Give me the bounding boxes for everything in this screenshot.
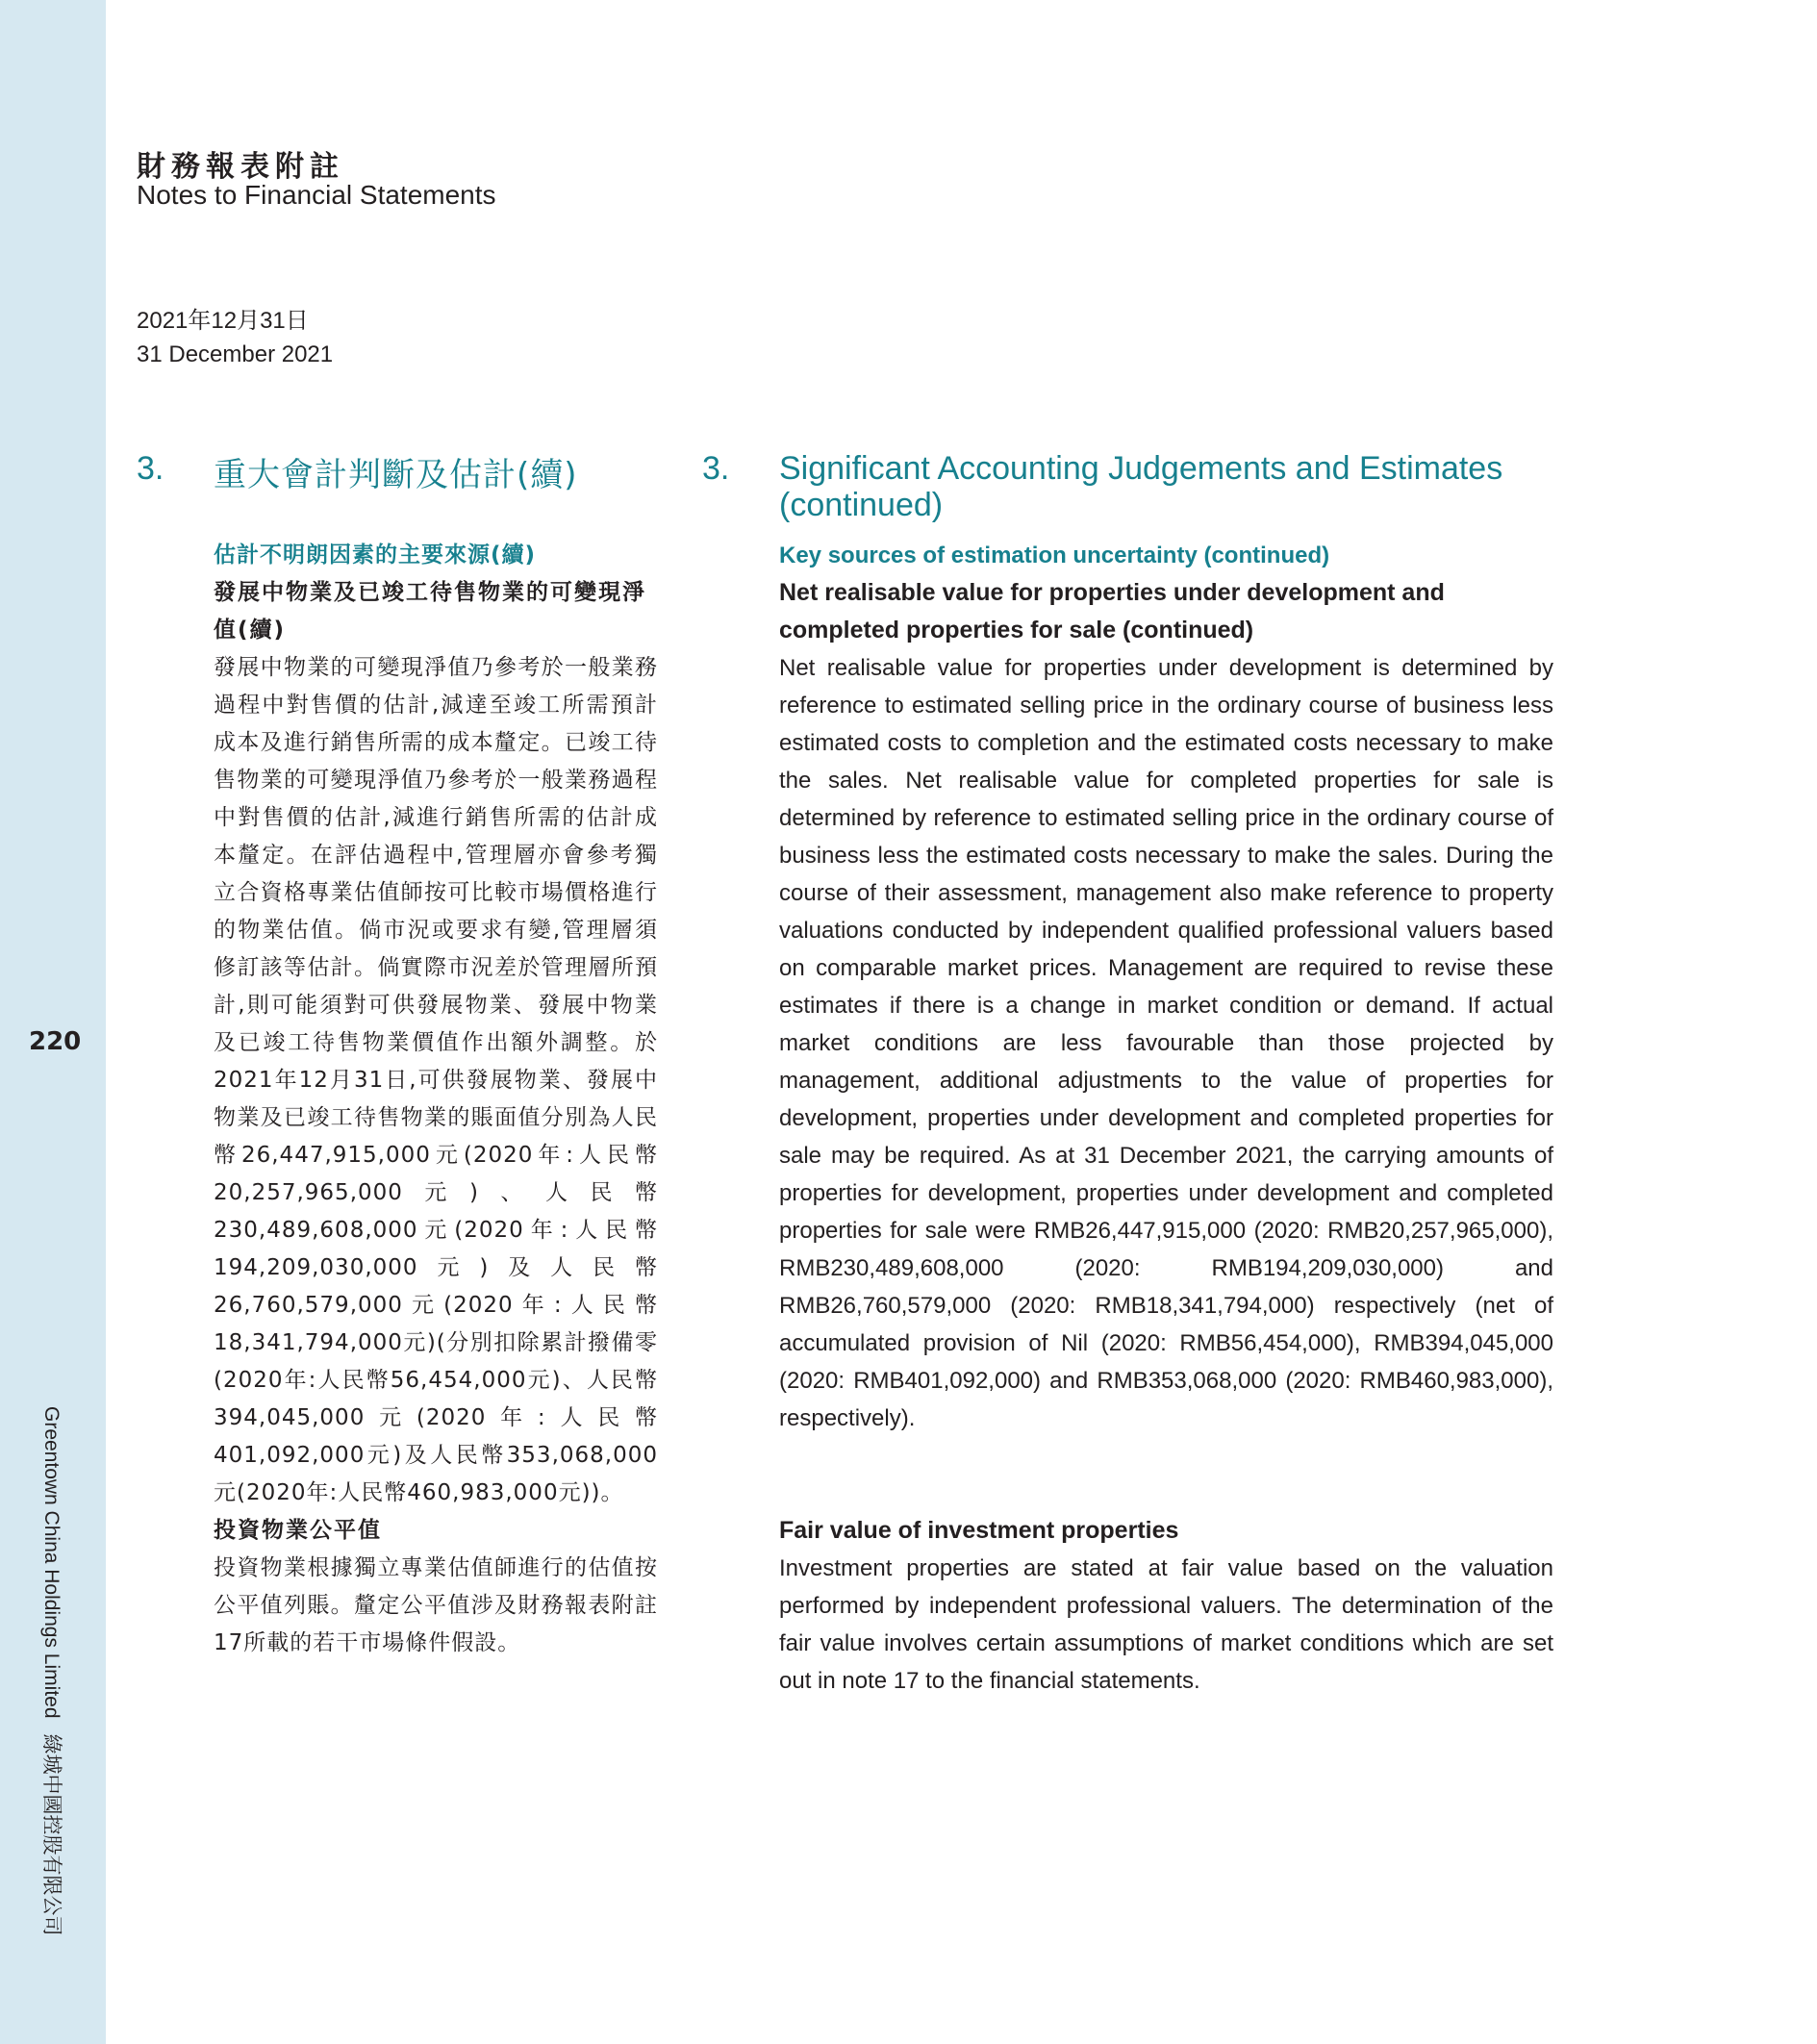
section-title-en: [779, 450, 1502, 523]
en-heading-fair-value: Fair value of investment properties: [779, 1517, 1179, 1544]
zh-subheading: 估計不明朗因素的主要來源(續): [214, 543, 537, 568]
en-column-main: [779, 537, 1553, 1437]
page-number: 220: [29, 1027, 82, 1056]
section-title-en-line1: Significant Accounting Judgements and Estimates: [779, 450, 1503, 487]
en-paragraph-nrv: Net realisable value for properties under development is determined by reference to estimated selling price in the ordinary course of business less estimated costs to completion and the estimated costs necessary to make the sales. Net realisable value for completed properties for sale is determined by reference to estimated selling price in the ordinary course of business less the estimated costs necessary to make the sales. During the course of their assessment, management also make reference to property valuations conducted by independent qualified professional valuers based on comparable market prices. Management are required to revise these estimates if there is a change in market condition or demand. If actual market conditions are less favourable than those projected by management, additional adjustments to the value of properties for development, properties under development and completed properties for sale may be required. As at 31 December 2021, the carrying amounts of properties for development, properties under development and completed properties for sale were RMB26,447,915,000 (2020: RMB20,257,965,000), RMB230,489,608,000 (2020: RMB194,209,030,000) and RMB26,760,579,000 (2020: RMB18,341,794,000) respectively (net of accumulated provision of Nil (2020: RMB56,454,000), RMB394,045,000 (2020: RMB401,092,000) and RMB353,068,000 (2020: RMB460,983,000), respectively).: [779, 655, 1553, 1431]
zh-heading-fair-value: 投資物業公平值: [214, 1518, 382, 1543]
zh-column-main: [214, 537, 658, 1512]
zh-paragraph-fair-value: 投資物業根據獨立專業估值師進行的估值按公平值列賬。釐定公平值涉及財務報表附註17所載的若干市場條件假設。: [214, 1555, 658, 1655]
section-title-zh: 重大會計判斷及估計(續): [214, 456, 578, 494]
en-heading-nrv: Net realisable value for properties under development and completed properties for sale (continued): [779, 579, 1445, 643]
header-title-en: Notes to Financial Statements: [137, 180, 496, 210]
section-number-zh: 3.: [137, 450, 164, 487]
date-zh: 2021年12月31日: [137, 308, 309, 334]
en-subheading: Key sources of estimation uncertainty (continued): [779, 543, 1330, 568]
en-column-fair-value: [779, 1512, 1553, 1700]
section-number-en: 3.: [702, 450, 730, 487]
section-title-en-line2: (continued): [779, 487, 944, 523]
header-title-zh: 財務報表附註: [137, 150, 344, 184]
zh-heading-nrv: 發展中物業及已竣工待售物業的可變現淨值(續): [214, 580, 646, 643]
zh-paragraph-nrv: 發展中物業的可變現淨值乃參考於一般業務過程中對售價的估計,減達至竣工所需預計成本及進行銷售所需的成本釐定。已竣工待售物業的可變現淨值乃參考於一般業務過程中對售價的估計,減進行銷售所需的估計成本釐定。在評估過程中,管理層亦會參考獨立合資格專業估值師按可比較市場價格進行的物業估值。倘市況或要求有變,管理層須修訂該等估計。倘實際市況差於管理層所預計,則可能須對可供發展物業、發展中物業及已竣工待售物業價值作出額外調整。於2021年12月31日,可供發展物業、發展中物業及已竣工待售物業的賬面值分別為人民幣26,447,915,000元(2020年:人民幣20,257,965,000元)、人民幣230,489,608,000元(2020年:人民幣194,209,030,000元)及人民幣26,760,579,000元(2020年:人民幣18,341,794,000元)(分別扣除累計撥備零(2020年:人民幣56,454,000元)、人民幣394,045,000元(2020年:人民幣401,092,000元)及人民幣353,068,000元(2020年:人民幣460,983,000元))。: [214, 655, 658, 1505]
en-paragraph-fair-value: Investment properties are stated at fair value based on the valuation performed by independent professional valuers. The determination of the fair value involves certain assumptions of market conditions which are set out in note 17 to the financial statements.: [779, 1555, 1553, 1694]
side-company-name: [38, 1406, 67, 1936]
zh-column-fair-value: [214, 1512, 658, 1662]
date-en: 31 December 2021: [137, 341, 334, 367]
company-name-en: Greentown China Holdings Limited: [40, 1406, 63, 1719]
company-name-zh: 綠城中國控股有限公司: [40, 1733, 63, 1936]
